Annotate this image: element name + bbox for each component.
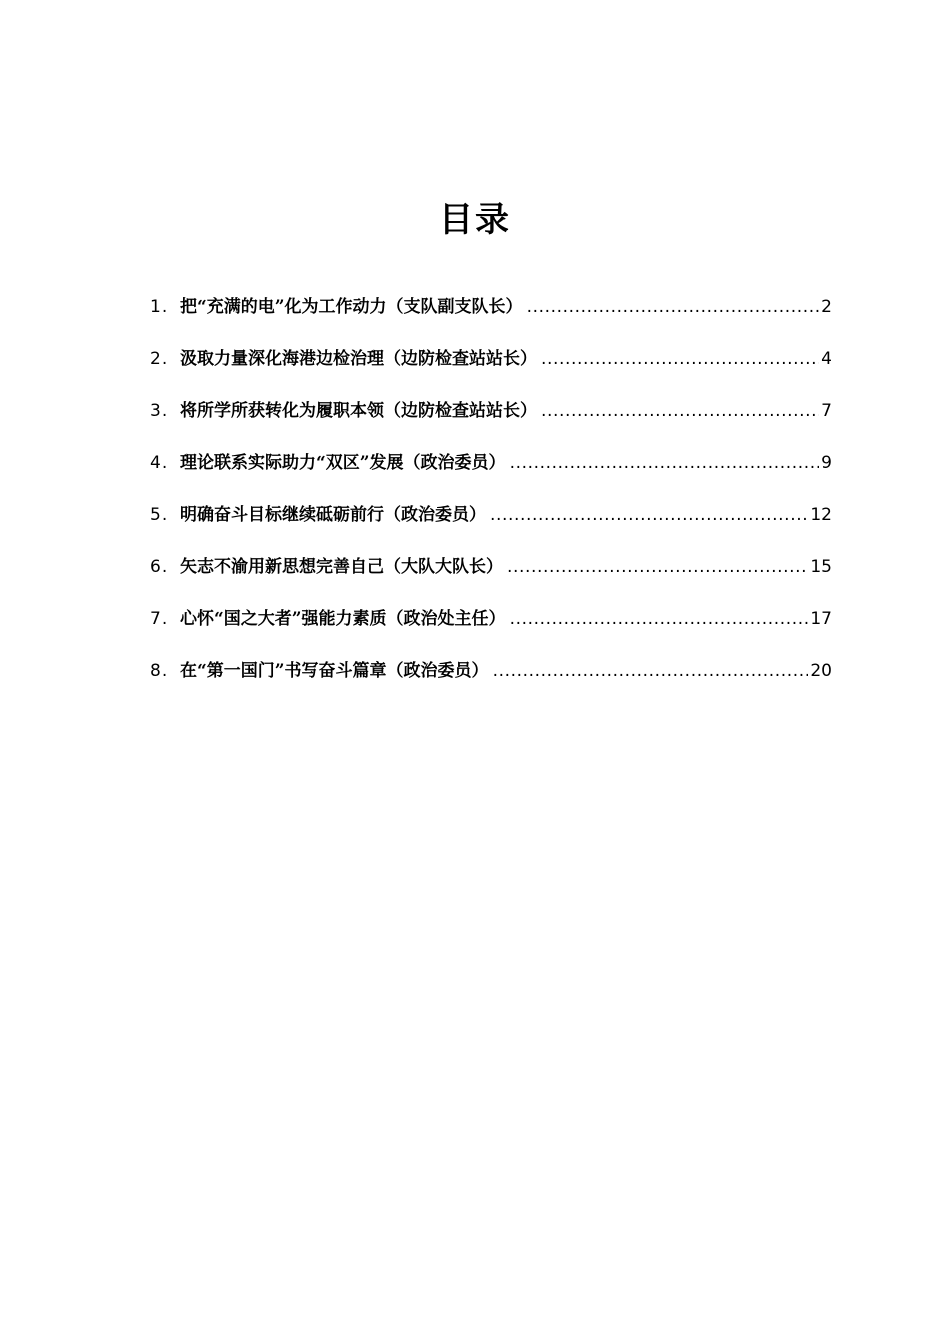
toc-title: 目录 (439, 200, 511, 240)
toc-dot-leader (541, 345, 819, 373)
toc-entry[interactable] (150, 293, 832, 345)
toc-entry-title: 理论联系实际助力“双区”发展（政治委员） (180, 453, 506, 473)
toc-entry-title: 在“第一国门”书写奋斗篇章（政治委员） (180, 661, 489, 681)
toc-list (150, 293, 832, 709)
toc-entry-title: 心怀“国之大者”强能力素质（政治处主任） (180, 609, 506, 629)
toc-entry-page-number: 2 (821, 297, 832, 317)
toc-entry[interactable] (150, 657, 832, 709)
toc-entry-title: 明确奋斗目标继续砥砺前行（政治委员） (180, 505, 486, 525)
toc-entry[interactable] (150, 345, 832, 397)
toc-entry[interactable] (150, 397, 832, 449)
toc-entry[interactable] (150, 501, 832, 553)
toc-dot-leader (510, 605, 809, 633)
toc-entry[interactable] (150, 449, 832, 501)
toc-entry-number: 3. (150, 401, 169, 421)
toc-entry-number: 7. (150, 609, 169, 629)
toc-entry-number: 8. (150, 661, 169, 681)
toc-dot-leader (510, 449, 820, 477)
toc-entry-page-number: 20 (810, 661, 832, 681)
toc-dot-leader (541, 397, 819, 425)
toc-entry-number: 1. (150, 297, 169, 317)
toc-entry-page-number: 7 (821, 401, 832, 421)
toc-entry-page-number: 17 (810, 609, 832, 629)
toc-entry-number: 2. (150, 349, 169, 369)
toc-dot-leader (507, 553, 808, 581)
toc-entry-page-number: 12 (810, 505, 832, 525)
toc-entry-title: 汲取力量深化海港边检治理（边防检查站站长） (180, 349, 537, 369)
toc-entry-page-number: 9 (821, 453, 832, 473)
toc-dot-leader (493, 657, 809, 685)
toc-entry-title: 把“充满的电”化为工作动力（支队副支队长） (180, 297, 523, 317)
toc-entry-title: 将所学所获转化为履职本领（边防检查站站长） (180, 401, 537, 421)
toc-entry-page-number: 15 (810, 557, 832, 577)
toc-dot-leader (527, 293, 820, 321)
toc-entry-title: 矢志不渝用新思想完善自己（大队大队长） (180, 557, 503, 577)
toc-entry-number: 5. (150, 505, 169, 525)
toc-entry[interactable] (150, 605, 832, 657)
toc-entry[interactable] (150, 553, 832, 605)
toc-entry-page-number: 4 (821, 349, 832, 369)
toc-entry-number: 4. (150, 453, 169, 473)
toc-entry-number: 6. (150, 557, 169, 577)
toc-dot-leader (490, 501, 808, 529)
